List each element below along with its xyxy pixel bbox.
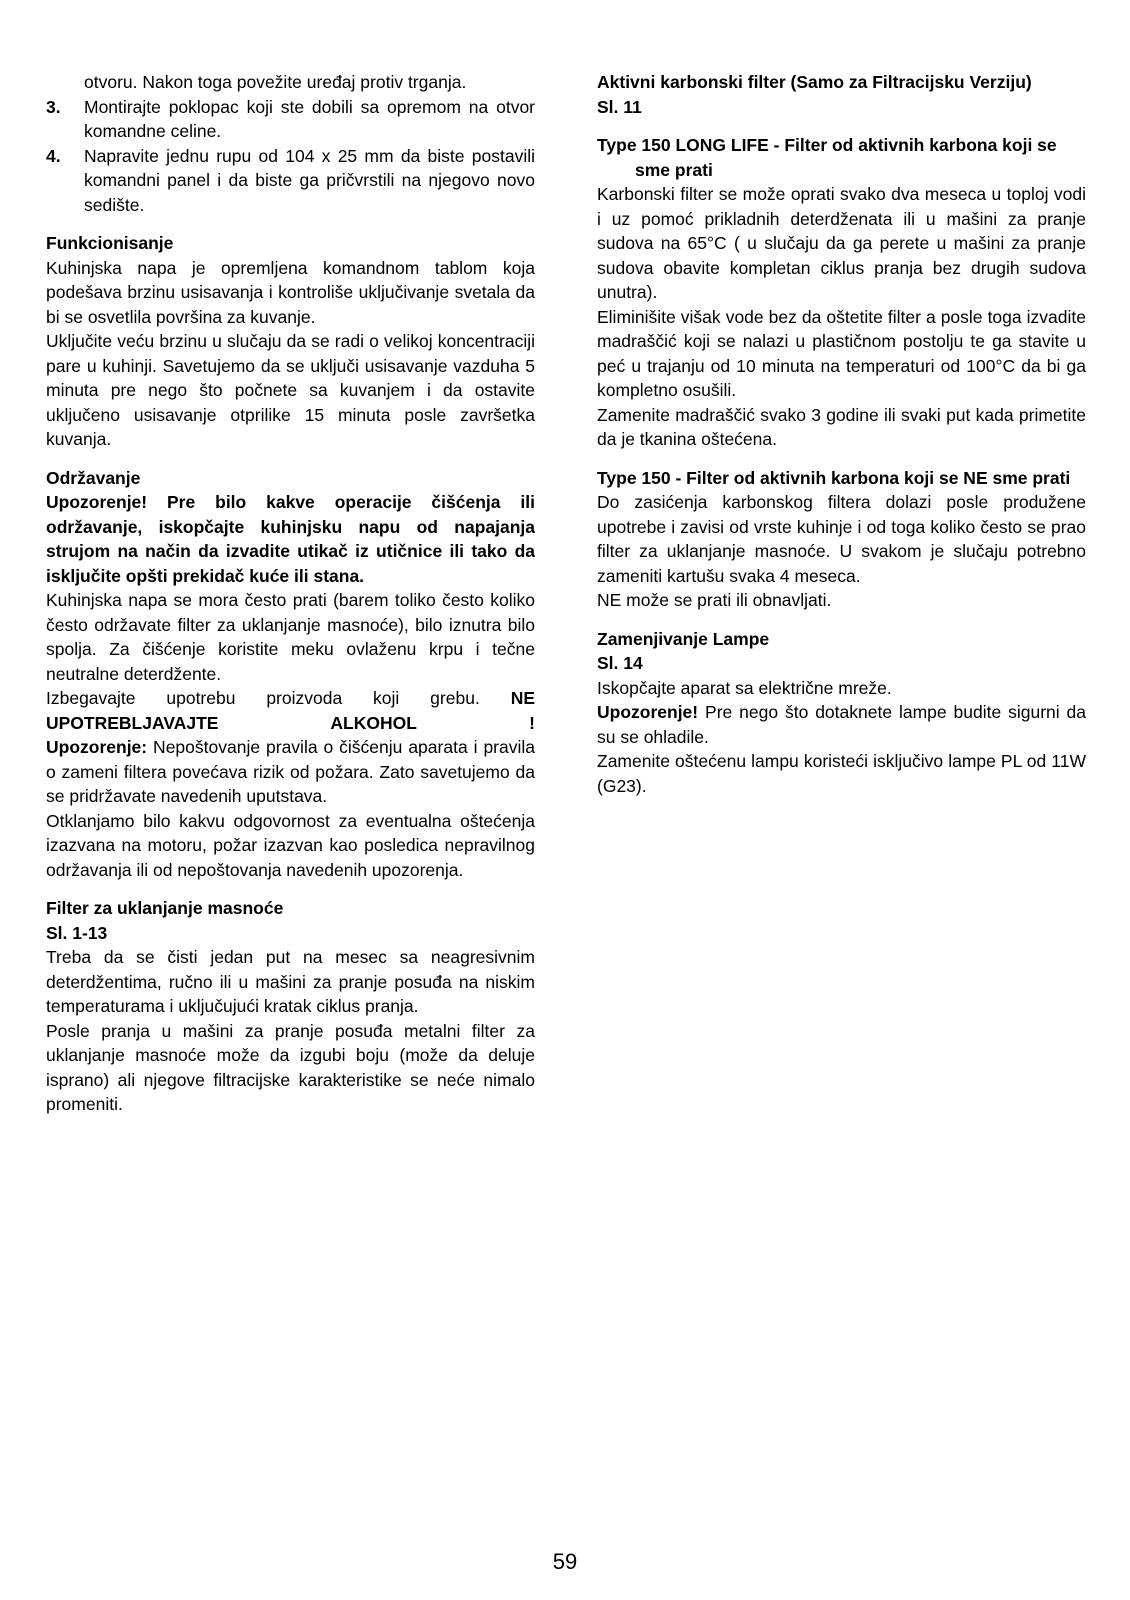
- paragraph: Uključite veću brzinu u slučaju da se radi o velikoj koncentraciji pare u kuhinji. Savetujemo da se uključi usisavanje vazduha 5 minuta pre nego što počnete sa kuvanjem i da ostavite uključeno usisavanje otprilike 15 minuta posle završetka kuvanja.: [46, 331, 535, 449]
- page-number: 59: [552, 1549, 578, 1574]
- paragraph-text: Nepoštovanje pravila o čišćenju aparata i pravila o zameni filtera povećava rizik od požara. Zato savetujemo da se pridržavate navedenih uputstava.: [46, 737, 535, 806]
- section-heading-aktivni-filter: Aktivni karbonski filter (Samo za Filtracijsku Verziju): [597, 72, 1032, 92]
- section-heading-odrzavanje: Održavanje: [46, 467, 141, 488]
- section-heading-funkcionisanje: Funkcionisanje: [46, 233, 174, 253]
- paragraph: [597, 700, 1086, 749]
- paragraph: Zamenite oštećenu lampu koristeći isključivo lampe PL od 11W (G23).: [597, 751, 1086, 796]
- list-text: Napravite jednu rupu od 104 x 25 mm da biste postavili komandni panel i da biste ga pričvrstili na njegovo novo sedište.: [84, 145, 535, 215]
- paragraph: Zamenite madraščić svako 3 godine ili svaki put kada primetite da je tkanina oštećena.: [597, 404, 1086, 449]
- list-number: 3.: [46, 96, 61, 117]
- right-column: [597, 70, 1086, 798]
- list-text: Montirajte poklopac koji ste dobili sa opremom na otvor komandne celine.: [84, 96, 535, 141]
- left-column: [46, 70, 535, 1117]
- figure-reference: Sl. 14: [597, 653, 643, 673]
- continued-text: otvoru. Nakon toga povežite uređaj protiv trganja.: [84, 72, 467, 92]
- paragraph: [46, 735, 535, 809]
- paragraph: Posle pranja u mašini za pranje posuđa metalni filter za uklanjanje masnoće može da izgubi boju (može da deluje isprano) ali njegove filtracijske karakteristike se neće nimalo promeniti.: [46, 1020, 535, 1114]
- numbered-list: [46, 95, 535, 218]
- list-item: [46, 144, 535, 218]
- paragraph: Do zasićenja karbonskog filtera dolazi posle produžene upotrebe i zavisi od vrste kuhinje i od toga koliko često se prao filter za uklanjanje masnoće. U svakom je slučaju potrebno zameniti kartušu svaka 4 meseca.: [597, 492, 1086, 586]
- warning-label: Upozorenje:: [46, 737, 148, 757]
- warning-label: Upozorenje!: [597, 702, 699, 722]
- section-heading-lampe: Zamenjivanje Lampe: [597, 628, 770, 649]
- paragraph: Kuhinjska napa se mora često prati (barem toliko često koliko često održavate filter za uklanjanje masnoće), bilo iznutra bilo spolja. Za čišćenje koristite meku ovlaženu krpu i tečne neutralne deterdžente.: [46, 590, 535, 684]
- paragraph: Treba da se čisti jedan put na mesec sa neagresivnim deterdžentima, ručno ili u mašini za pranje posuđa na niskim temperaturama i uključujući kratak ciklus pranja.: [46, 947, 535, 1016]
- paragraph: Eliminišite višak vode bez da oštetite filter a posle toga izvadite madraščić koji se nalazi u plastičnom postolju te ga stavite u peć u trajanju od 10 minuta na temperaturi od 100°C da bi ga kompletno osušili.: [597, 306, 1086, 400]
- alcohol-warning: NE UPOTREBLJAVAJTE ALKOHOL !: [46, 688, 535, 733]
- section-heading-type150-long-life-cont: sme prati: [635, 159, 713, 180]
- paragraph-text: Izbegavajte upotrebu proizvoda koji grebu.: [46, 688, 480, 708]
- section-heading-type150-long-life: Type 150 LONG LIFE - Filter od aktivnih karbona koji se: [597, 135, 1057, 155]
- paragraph: Otklanjamo bilo kakvu odgovornost za eventualna oštećenja izazvana na motoru, požar izazvan kao posledica nepravilnog održavanja ili od nepoštovanja navedenih upozorenja.: [46, 810, 535, 880]
- warning-paragraph: Upozorenje! Pre bilo kakve operacije čišćenja ili održavanje, iskopčajte kuhinjsku napu od napajanja strujom na način da izvadite utikač iz utičnice ili tako da isključite opšti prekidač kuće ili stana.: [46, 492, 535, 586]
- list-item: [46, 95, 535, 144]
- paragraph: Kuhinjska napa je opremljena komandnom tablom koja podešava brzinu usisavanja i kontroliše uključivanje svetala da bi se osvetlila površina za kuvanje.: [46, 257, 535, 327]
- paragraph: NE može se prati ili obnavljati.: [597, 590, 832, 610]
- paragraph: [46, 686, 535, 735]
- paragraph: Karbonski filter se može oprati svako dva meseca u toploj vodi i uz pomoć prikladnih deterdženata ili u mašini za pranje sudova na 65°C ( u slučaju da ga perete u mašini za pranje sudova obavite kompletan ciklus pranja bez drugih sudova unutra).: [597, 184, 1086, 302]
- paragraph: Iskopčajte aparat sa električne mreže.: [597, 677, 892, 698]
- figure-reference: Sl. 11: [597, 96, 642, 117]
- figure-reference: Sl. 1-13: [46, 922, 108, 943]
- section-heading-type150: Type 150 - Filter od aktivnih karbona koji se NE sme prati: [597, 467, 1071, 488]
- section-heading-filter: Filter za uklanjanje masnoće: [46, 898, 284, 918]
- paragraph-text: Pre nego što dotaknete lampe budite sigurni da su se ohladile.: [597, 702, 1086, 747]
- list-number: 4.: [46, 145, 61, 166]
